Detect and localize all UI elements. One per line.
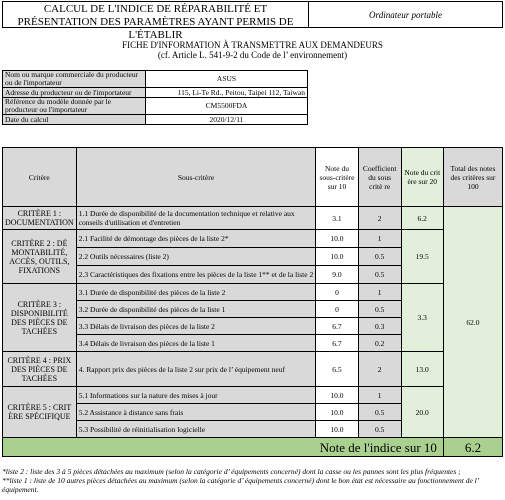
product-type: Ordinateur portable — [309, 1, 503, 28]
subcriterion-coef: 1 — [358, 284, 401, 301]
info-row — [3, 98, 308, 115]
header-critere: Critère — [3, 148, 77, 207]
info-label: Date du calcul — [3, 115, 146, 125]
subcriterion-coef: 0.5 — [358, 248, 401, 266]
final-row — [3, 438, 503, 457]
total-score: 62.0 — [443, 207, 502, 438]
criterion-5-name: CRITÈRE 5 : CRIT ÈRE SPÉCIFIQUE — [3, 387, 77, 438]
criterion-4-name: CRITÈRE 4 : PRIX DES PIÈCES DE TACHÉES — [3, 352, 77, 387]
table-header-row — [3, 148, 503, 207]
header-coef: Coefficient du sous critè re — [358, 148, 401, 207]
subcriterion-note: 10.0 — [316, 421, 358, 438]
subcriterion-coef: 1 — [358, 230, 401, 248]
subcriterion-note: 3.1 — [316, 207, 358, 230]
info-value: ASUS — [146, 71, 308, 88]
table-row — [3, 387, 503, 404]
table-row — [3, 230, 503, 248]
footnote-2: **liste 1 : liste de 10 autres pièces détachées au maximum (selon la catégorie d’ équipements concerné) dont le bon état est nécessaire au fonctionnement de l’ équipement. — [2, 476, 479, 494]
subcriterion-label: 3.3 Délais de livraison des pièces de la liste 2 — [76, 318, 316, 335]
footnotes — [2, 467, 503, 494]
title-line-2: PRÉSENTATION DES PARAMÈTRES AYANT PERMIS DE L'ÉTABLIR — [17, 16, 294, 41]
subcriterion-label: 3.4 Délais de livraison des pièces de la liste 1 — [76, 335, 316, 352]
info-label: Adresse du producteur ou de l'importateur — [3, 88, 146, 98]
subcriterion-coef: 0.5 — [358, 301, 401, 318]
info-value: 2020/12/11 — [146, 115, 308, 125]
subtitle-line-1: FICHE D'INFORMATION À TRANSMETTRE AUX DEMANDEURS — [122, 40, 383, 50]
subcriterion-coef: 0.2 — [358, 335, 401, 352]
final-label: Note de l'indice sur 10 — [3, 438, 444, 457]
info-label: Référence du modèle donnée par le producteur ou l'importateur — [3, 98, 146, 115]
subcriterion-note: 9.0 — [316, 266, 358, 284]
subcriterion-coef: 0.5 — [358, 404, 401, 421]
table-row — [3, 207, 503, 230]
footnote-1: *liste 2 : liste des 3 à 5 pièces détachées au maximum (selon la catégorie d’ équipements concerné) dont la casse ou les pannes sont les plus fréquentes ; — [2, 467, 461, 476]
info-row — [3, 71, 308, 88]
info-value: CM5500FDA — [146, 98, 308, 115]
subcriterion-coef: 0.3 — [358, 318, 401, 335]
info-label: Nom ou marque commerciale du producteur ou de l'importateur — [3, 71, 146, 88]
subcriterion-note: 0 — [316, 284, 358, 301]
document-title — [2, 1, 309, 41]
subcriterion-label: 5.1 Informations sur la nature des mises à jour — [76, 387, 316, 404]
info-row — [3, 115, 308, 125]
subcriterion-note: 10.0 — [316, 387, 358, 404]
info-row — [3, 88, 308, 98]
subcriterion-coef: 0.5 — [358, 266, 401, 284]
producer-info-table — [2, 70, 308, 125]
header-total: Total des notes des critères sur 100 — [443, 148, 502, 207]
info-value: 115, Li-Te Rd., Peitou, Taipei 112, Taiwan — [146, 88, 308, 98]
subcriterion-coef: 1 — [358, 387, 401, 404]
subcriterion-note: 10.0 — [316, 248, 358, 266]
subcriterion-coef: 0.5 — [358, 421, 401, 438]
subcriterion-note: 10.0 — [316, 404, 358, 421]
criterion-5-score: 20.0 — [401, 387, 443, 438]
subcriterion-label: 5.3 Possibilité de réinitialisation logicielle — [76, 421, 316, 438]
table-row — [3, 352, 503, 387]
header-note10: Note du sous-critère sur 10 — [316, 148, 358, 207]
subtitle-line-2: (cf. Article L. 541-9-2 du Code de l’ environnement) — [157, 50, 348, 60]
criterion-3-name: CRITÈRE 3 : DISPONIBILITÉ DES PIÈCES DE TACHÉES — [3, 284, 77, 352]
subcriterion-label: 2.1 Facilité de démontage des pièces de la liste 2* — [76, 230, 316, 248]
header-sous-critere: Sous-critère — [76, 148, 316, 207]
subcriterion-label: 2.3 Caractéristiques des fixations entre les pièces de la liste 1** et de la liste 2 — [76, 266, 316, 284]
document-header — [0, 0, 505, 41]
criterion-1-score: 6.2 — [401, 207, 443, 230]
subcriterion-label: 1.1 Durée de disponibilité de la documentation technique et relative aux conseils d'utilisation et d'entretien — [76, 207, 316, 230]
repairability-table — [2, 147, 503, 457]
header-note20: Note du crit ère sur 20 — [401, 148, 443, 207]
subtitle — [0, 40, 505, 60]
subcriterion-label: 4. Rapport prix des pièces de la liste 2 sur prix de l’ équipement neuf — [76, 352, 316, 387]
subcriterion-label: 2.2 Outils nécessaires (liste 2) — [76, 248, 316, 266]
subcriterion-coef: 2 — [358, 207, 401, 230]
subcriterion-note: 10.0 — [316, 230, 358, 248]
subcriterion-label: 3.2 Durée de disponibilité des pièces de la liste 1 — [76, 301, 316, 318]
title-line-1: CALCUL DE L'INDICE DE RÉPARABILITÉ ET — [43, 3, 268, 15]
criterion-4-score: 13.0 — [401, 352, 443, 387]
criterion-2-name: CRITÈRE 2 : DÉ MONTABILITÉ, ACCÈS, OUTILS, FIXATIONS — [3, 230, 77, 284]
subcriterion-note: 0 — [316, 301, 358, 318]
subcriterion-note: 6.7 — [316, 335, 358, 352]
table-row — [3, 284, 503, 301]
final-value: 6.2 — [443, 438, 502, 457]
subcriterion-label: 5.2 Assistance à distance sans frais — [76, 404, 316, 421]
criterion-3-score: 3.3 — [401, 284, 443, 352]
criterion-2-score: 19.5 — [401, 230, 443, 284]
subcriterion-coef: 2 — [358, 352, 401, 387]
subcriterion-note: 6.7 — [316, 318, 358, 335]
subcriterion-note: 6.5 — [316, 352, 358, 387]
subcriterion-label: 3.1 Durée de disponibilité des pièces de la liste 2 — [76, 284, 316, 301]
criterion-1-name: CRITÈRE 1 : DOCUMENTATION — [3, 207, 77, 230]
